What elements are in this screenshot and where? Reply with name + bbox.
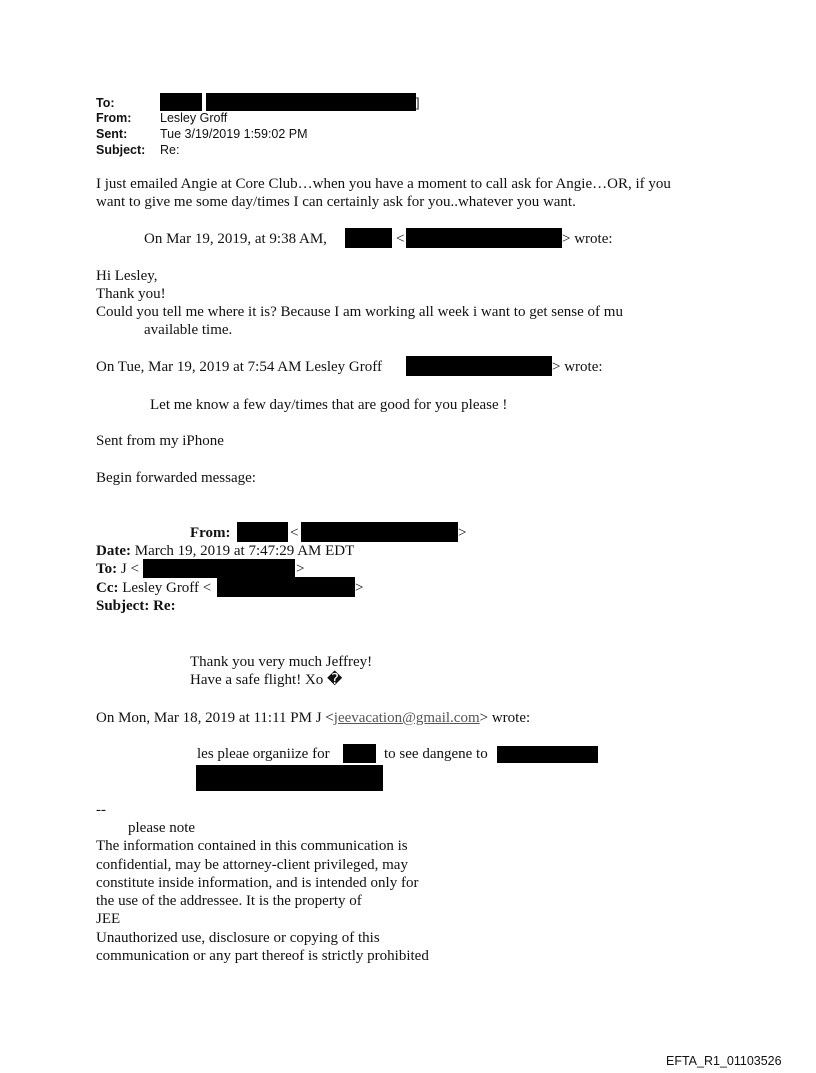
sent-label: Sent:	[96, 127, 128, 141]
greeting: Hi Lesley,	[96, 268, 158, 284]
body-line: Could you tell me where it is? Because I am working all week i want to get sense of mu	[96, 304, 623, 320]
body-line: I just emailed Angie at Core Club…when you have a moment to call ask for Angie…OR, if you	[96, 176, 671, 192]
from-label: From:	[96, 111, 132, 125]
fwd-to: To: J <	[96, 561, 139, 577]
body-line: les pleae organiize for	[197, 746, 330, 762]
redaction-box	[406, 356, 552, 376]
quote-header: On Mon, Mar 18, 2019 at 11:11 PM J <jeevacation@gmail.com> wrote:	[96, 710, 531, 726]
fwd-date: Date: March 19, 2019 at 7:47:29 AM EDT	[96, 543, 355, 559]
body-line: Let me know a few day/times that are good for you please !	[150, 397, 508, 413]
quote-lt: <	[396, 231, 405, 247]
disclaimer-line: confidential, may be attorney-client privileged, may	[96, 857, 408, 873]
quote-header: On Mar 19, 2019, at 9:38 AM,	[144, 231, 327, 247]
redaction-box	[406, 228, 562, 248]
body-line: want to give me some day/times I can certainly ask for you..whatever you want.	[96, 194, 576, 210]
disclaimer-line: JEE	[96, 911, 121, 927]
quote-suffix: > wrote:	[552, 359, 603, 375]
redaction-box	[160, 93, 202, 111]
body-line: Thank you very much Jeffrey!	[190, 654, 373, 670]
fwd-to-gt: >	[296, 561, 305, 577]
document-id: EFTA_R1_01103526	[666, 1054, 782, 1068]
fwd-subject: Subject: Re:	[96, 598, 176, 614]
redaction-box	[143, 559, 295, 578]
body-line: Thank you!	[96, 286, 166, 302]
body-line: available time.	[144, 322, 233, 338]
redaction-box	[345, 228, 392, 248]
redaction-box	[217, 577, 355, 597]
email-link[interactable]: jeevacation@gmail.com	[333, 710, 480, 726]
redaction-box	[343, 744, 376, 763]
redaction-box	[196, 765, 383, 791]
fwd-cc-gt: >	[355, 580, 364, 596]
disclaimer-line: constitute inside information, and is intended only for	[96, 875, 419, 891]
redaction-box	[497, 746, 598, 763]
to-label: To:	[96, 96, 115, 110]
sent-value: Tue 3/19/2019 1:59:02 PM	[160, 127, 308, 141]
sig-dashes: --	[96, 802, 106, 818]
fwd-from-label: From:	[190, 525, 231, 541]
quote-suffix: > wrote:	[562, 231, 613, 247]
fwd-from-lt: <	[290, 525, 299, 541]
fwd-cc: Cc: Lesley Groff <	[96, 580, 212, 596]
disclaimer-line: communication or any part thereof is strictly prohibited	[96, 948, 429, 964]
body-line: Sent from my iPhone	[96, 433, 224, 449]
body-line: Begin forwarded message:	[96, 470, 256, 486]
from-value: Lesley Groff	[160, 111, 228, 125]
body-line: to see dangene to	[384, 746, 488, 762]
to-bracket: ]	[416, 96, 420, 110]
subject-value: Re:	[160, 143, 180, 157]
redaction-box	[301, 522, 458, 542]
disclaimer-line: Unauthorized use, disclosure or copying of this	[96, 930, 380, 946]
disclaimer-line: the use of the addressee. It is the property of	[96, 893, 362, 909]
sig-note: please note	[128, 820, 196, 836]
quote-header: On Tue, Mar 19, 2019 at 7:54 AM Lesley Groff	[96, 359, 382, 375]
redaction-box	[237, 522, 288, 542]
disclaimer-line: The information contained in this communication is	[96, 838, 408, 854]
subject-label: Subject:	[96, 143, 146, 157]
fwd-from-gt: >	[458, 525, 467, 541]
redaction-box	[206, 93, 416, 111]
body-line: Have a safe flight! Xo �	[190, 672, 343, 688]
